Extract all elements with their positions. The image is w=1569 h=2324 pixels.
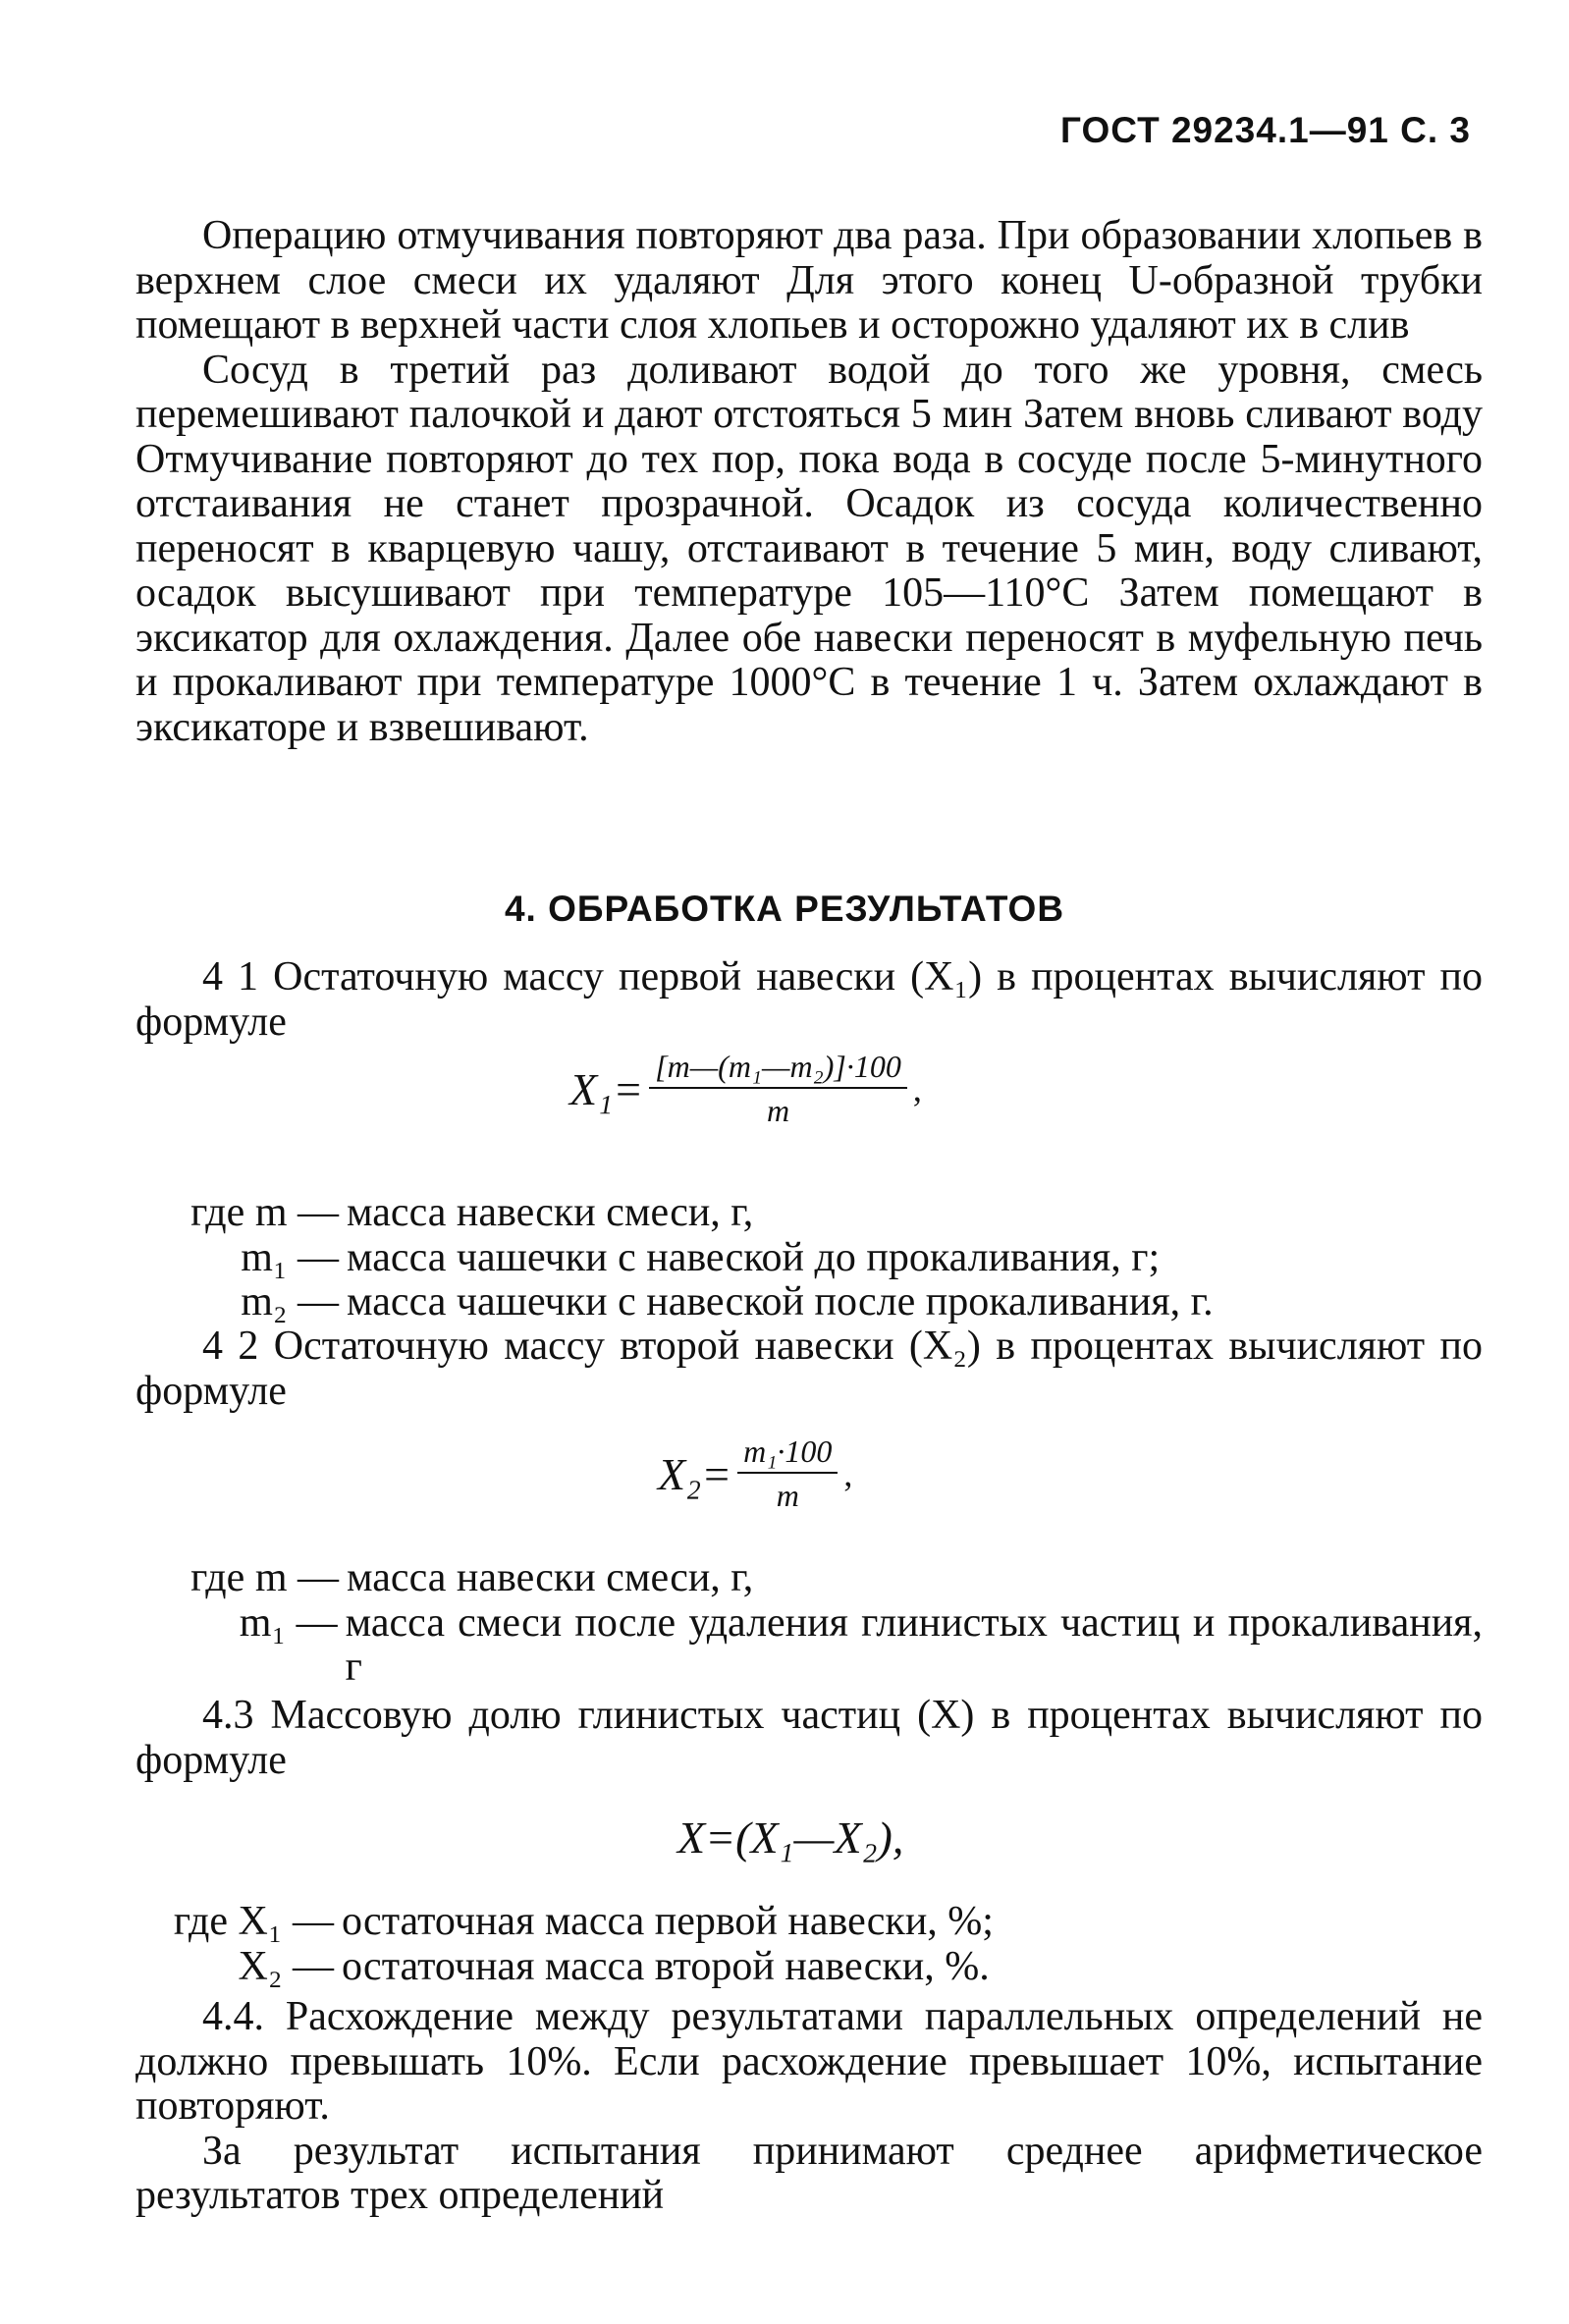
legend-desc: масса навески смеси, г, <box>347 1190 754 1235</box>
legend-label: где m — <box>190 1555 339 1600</box>
legend-desc: масса навески смеси, г, <box>347 1555 754 1600</box>
item-4-4-text-block <box>135 1995 1483 2219</box>
legend-label: где X₁ — <box>173 1899 334 1944</box>
legend-label: X₂ — <box>238 1943 334 1989</box>
item-4-4-final: За результат испытания принимают среднее арифметическое результатов трех определений <box>135 2128 1483 2218</box>
legend-row <box>157 1556 1483 1601</box>
formula-x1-denominator: m <box>766 1093 790 1128</box>
paragraph-block-1 <box>135 214 1483 750</box>
formula-x2-fraction <box>737 1433 838 1514</box>
legend-row <box>157 1236 1483 1281</box>
formula-x-expr: X=(X₁—X₂), <box>677 1812 904 1863</box>
item-4-2-text-block <box>135 1324 1483 1414</box>
formula-x2 <box>658 1433 852 1514</box>
formula-x1-numerator: [m—(m₁—m₂)]·100 <box>649 1049 907 1089</box>
item-4-1-text-block <box>135 955 1483 1045</box>
formula-x1-fraction <box>649 1049 907 1129</box>
legend-desc: остаточная масса первой навески, %; <box>342 1899 994 1944</box>
legend-desc: масса чашечки с навеской до прокаливания, г; <box>347 1234 1161 1280</box>
item-4-1-text: 4 1 Остаточную массу первой навески (X₁) в процентах вычисляют по формуле <box>135 954 1483 1045</box>
legend-row <box>147 1900 1473 1945</box>
formula-x2-tail: , <box>843 1454 853 1493</box>
paragraph-third-fill: Сосуд в третий раз доливают водой до того же уровня, смесь перемешивают палочкой и дают отстояться 5 мин Затем вновь сливают воду Отмучивание повторяют до тех пор, пока вода в сосуде после 5-минутного отстаивания не станет прозрачной. Осадок из сосуда количественно переносят в кварцевую чашу, отстаивают в течение 5 мин, воду сливают, осадок высушивают при температуре 105—110°С Затем помещают в эксикатор для охлаждения. Далее обе навески переносят в муфельную печь и прокаливают при температуре 1000°С в течение 1 ч. Затем охлаждают в эксикаторе и взвешивают. <box>135 347 1483 750</box>
formula-x1 <box>569 1049 922 1129</box>
item-4-3-text-block <box>135 1694 1483 1783</box>
legend-row <box>157 1601 1483 1691</box>
legend-4-2 <box>157 1556 1483 1691</box>
paragraph-elutriation-repeat: Операцию отмучивания повторяют два раза. При образовании хлопьев в верхнем слое смеси их удаляют Для этого конец U-образной трубки помещают в верхней части слоя хлопьев и осторожно удаляют их в слив <box>135 213 1483 348</box>
formula-x1-lhs: X₁= <box>569 1063 644 1114</box>
legend-desc: масса чашечки с навеской после прокаливания, г. <box>347 1279 1214 1324</box>
item-4-2-text: 4 2 Остаточную массу второй навески (X₂) в процентах вычисляют по формуле <box>135 1324 1483 1414</box>
formula-x2-denominator: m <box>776 1478 799 1513</box>
formula-x1-tail: , <box>912 1069 922 1108</box>
formula-x2-lhs: X₂= <box>658 1448 732 1499</box>
legend-label: m₁ — <box>241 1234 339 1280</box>
item-4-4-text: 4.4. Расхождение между результатами параллельных определений не должно превышать 10%. Если расхождение превышает 10%, испытание повторяют. <box>135 1994 1483 2129</box>
legend-desc: масса смеси после удаления глинистых частиц и прокаливания, г <box>345 1599 1483 1690</box>
legend-row <box>157 1191 1483 1236</box>
legend-4-3 <box>147 1900 1473 1989</box>
page-header: ГОСТ 29234.1—91 С. 3 <box>1060 110 1471 150</box>
legend-label: где m — <box>190 1190 339 1235</box>
legend-label: m₂ — <box>241 1279 339 1324</box>
item-4-3-text: 4.3 Массовую долю глинистых частиц (X) в процентах вычисляют по формуле <box>135 1693 1483 1783</box>
section-heading: 4. ОБРАБОТКА РЕЗУЛЬТАТОВ <box>504 889 1065 929</box>
formula-x <box>677 1811 903 1864</box>
legend-desc: остаточная масса второй навески, %. <box>342 1943 990 1989</box>
legend-4-1 <box>157 1191 1483 1325</box>
formula-x2-numerator: m₁·100 <box>737 1433 838 1474</box>
legend-label: m₁ — <box>239 1599 338 1646</box>
legend-row <box>147 1945 1473 1990</box>
legend-row <box>157 1280 1483 1325</box>
